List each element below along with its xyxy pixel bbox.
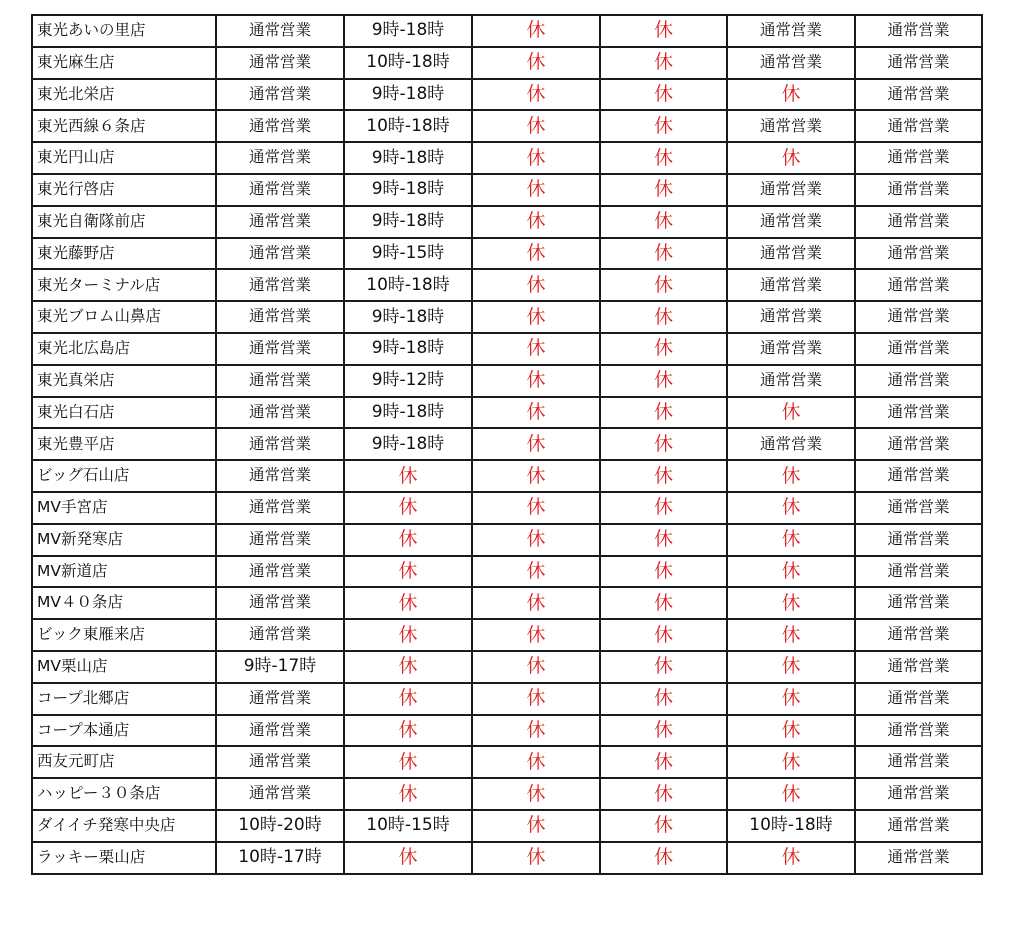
store-name-cell: 東光あいの里店	[32, 15, 216, 47]
hours-cell: 9時-15時	[344, 238, 472, 270]
store-name-cell: 東光北広島店	[32, 333, 216, 365]
closed-cell: 休	[600, 142, 727, 174]
hours-cell: 9時-18時	[344, 79, 472, 111]
closed-cell: 休	[727, 619, 855, 651]
store-name-cell: ハッピー３０条店	[32, 778, 216, 810]
closed-cell: 休	[727, 683, 855, 715]
status-cell: 通常営業	[727, 174, 855, 206]
status-cell: 通常営業	[855, 79, 982, 111]
status-cell: 通常営業	[855, 301, 982, 333]
closed-cell: 休	[472, 142, 600, 174]
status-cell: 通常営業	[855, 397, 982, 429]
closed-cell: 休	[600, 269, 727, 301]
closed-cell: 休	[472, 587, 600, 619]
closed-cell: 休	[472, 365, 600, 397]
table-row	[32, 301, 982, 333]
hours-cell: 9時-18時	[344, 428, 472, 460]
status-cell: 通常営業	[216, 142, 344, 174]
store-name-cell: 東光西線６条店	[32, 110, 216, 142]
status-cell: 通常営業	[216, 79, 344, 111]
closed-cell: 休	[472, 556, 600, 588]
closed-cell: 休	[600, 428, 727, 460]
hours-cell: 10時-15時	[344, 810, 472, 842]
closed-cell: 休	[472, 269, 600, 301]
closed-cell: 休	[600, 619, 727, 651]
status-cell: 通常営業	[216, 269, 344, 301]
store-name-cell: MV手宮店	[32, 492, 216, 524]
closed-cell: 休	[344, 778, 472, 810]
status-cell: 通常営業	[216, 746, 344, 778]
closed-cell: 休	[344, 746, 472, 778]
table-row	[32, 428, 982, 460]
status-cell: 通常営業	[855, 683, 982, 715]
closed-cell: 休	[472, 524, 600, 556]
closed-cell: 休	[727, 778, 855, 810]
status-cell: 通常営業	[855, 492, 982, 524]
store-name-cell: 東光麻生店	[32, 47, 216, 79]
status-cell: 通常営業	[216, 683, 344, 715]
table-row	[32, 715, 982, 747]
status-cell: 通常営業	[855, 651, 982, 683]
status-cell: 通常営業	[216, 492, 344, 524]
closed-cell: 休	[600, 79, 727, 111]
closed-cell: 休	[600, 842, 727, 874]
status-cell: 通常営業	[855, 206, 982, 238]
closed-cell: 休	[472, 428, 600, 460]
store-name-cell: 東光ブロム山鼻店	[32, 301, 216, 333]
status-cell: 通常営業	[216, 778, 344, 810]
closed-cell: 休	[600, 746, 727, 778]
hours-cell: 10時-17時	[216, 842, 344, 874]
closed-cell: 休	[472, 492, 600, 524]
closed-cell: 休	[344, 715, 472, 747]
closed-cell: 休	[472, 238, 600, 270]
closed-cell: 休	[600, 587, 727, 619]
closed-cell: 休	[472, 778, 600, 810]
closed-cell: 休	[472, 174, 600, 206]
status-cell: 通常営業	[216, 397, 344, 429]
status-cell: 通常営業	[216, 206, 344, 238]
store-name-cell: ダイイチ発寒中央店	[32, 810, 216, 842]
closed-cell: 休	[472, 810, 600, 842]
closed-cell: 休	[600, 524, 727, 556]
store-name-cell: ラッキー栗山店	[32, 842, 216, 874]
closed-cell: 休	[472, 683, 600, 715]
closed-cell: 休	[727, 715, 855, 747]
store-name-cell: MV４０条店	[32, 587, 216, 619]
closed-cell: 休	[344, 619, 472, 651]
hours-cell: 9時-12時	[344, 365, 472, 397]
hours-cell: 9時-18時	[344, 174, 472, 206]
status-cell: 通常営業	[216, 333, 344, 365]
table-row	[32, 778, 982, 810]
status-cell: 通常営業	[855, 333, 982, 365]
status-cell: 通常営業	[216, 110, 344, 142]
status-cell: 通常営業	[855, 715, 982, 747]
table-row	[32, 206, 982, 238]
store-name-cell: 東光ターミナル店	[32, 269, 216, 301]
status-cell: 通常営業	[727, 110, 855, 142]
store-name-cell: MV栗山店	[32, 651, 216, 683]
status-cell: 通常営業	[855, 428, 982, 460]
table-row	[32, 587, 982, 619]
table-row	[32, 683, 982, 715]
closed-cell: 休	[727, 587, 855, 619]
status-cell: 通常営業	[727, 301, 855, 333]
status-cell: 通常営業	[216, 715, 344, 747]
status-cell: 通常営業	[855, 15, 982, 47]
closed-cell: 休	[727, 460, 855, 492]
store-name-cell: 西友元町店	[32, 746, 216, 778]
status-cell: 通常営業	[216, 460, 344, 492]
store-name-cell: MV新道店	[32, 556, 216, 588]
closed-cell: 休	[344, 556, 472, 588]
closed-cell: 休	[600, 333, 727, 365]
hours-cell: 10時-18時	[344, 47, 472, 79]
table-row	[32, 110, 982, 142]
store-name-cell: 東光自衛隊前店	[32, 206, 216, 238]
store-name-cell: 東光真栄店	[32, 365, 216, 397]
closed-cell: 休	[600, 715, 727, 747]
table-row	[32, 79, 982, 111]
status-cell: 通常営業	[855, 587, 982, 619]
closed-cell: 休	[600, 47, 727, 79]
closed-cell: 休	[344, 683, 472, 715]
closed-cell: 休	[344, 524, 472, 556]
table-row	[32, 810, 982, 842]
status-cell: 通常営業	[727, 365, 855, 397]
closed-cell: 休	[344, 842, 472, 874]
closed-cell: 休	[344, 492, 472, 524]
closed-cell: 休	[600, 301, 727, 333]
closed-cell: 休	[727, 79, 855, 111]
status-cell: 通常営業	[855, 47, 982, 79]
closed-cell: 休	[600, 778, 727, 810]
table-row	[32, 365, 982, 397]
store-name-cell: 東光北栄店	[32, 79, 216, 111]
closed-cell: 休	[600, 365, 727, 397]
closed-cell: 休	[600, 492, 727, 524]
closed-cell: 休	[727, 492, 855, 524]
table-row	[32, 746, 982, 778]
status-cell: 通常営業	[855, 842, 982, 874]
status-cell: 通常営業	[216, 301, 344, 333]
table-row	[32, 238, 982, 270]
closed-cell: 休	[600, 110, 727, 142]
hours-cell: 10時-18時	[344, 110, 472, 142]
closed-cell: 休	[472, 333, 600, 365]
hours-cell: 10時-18時	[344, 269, 472, 301]
table-row	[32, 460, 982, 492]
store-name-cell: 東光円山店	[32, 142, 216, 174]
closed-cell: 休	[600, 683, 727, 715]
table-row	[32, 619, 982, 651]
table-row	[32, 651, 982, 683]
hours-cell: 9時-18時	[344, 15, 472, 47]
store-name-cell: 東光豊平店	[32, 428, 216, 460]
store-name-cell: ビッグ石山店	[32, 460, 216, 492]
closed-cell: 休	[472, 715, 600, 747]
status-cell: 通常営業	[216, 556, 344, 588]
closed-cell: 休	[727, 142, 855, 174]
status-cell: 通常営業	[216, 174, 344, 206]
closed-cell: 休	[727, 397, 855, 429]
store-name-cell: 東光白石店	[32, 397, 216, 429]
hours-cell: 9時-18時	[344, 142, 472, 174]
status-cell: 通常営業	[727, 15, 855, 47]
closed-cell: 休	[472, 651, 600, 683]
closed-cell: 休	[727, 556, 855, 588]
closed-cell: 休	[600, 238, 727, 270]
closed-cell: 休	[600, 174, 727, 206]
closed-cell: 休	[727, 746, 855, 778]
closed-cell: 休	[727, 842, 855, 874]
status-cell: 通常営業	[727, 238, 855, 270]
status-cell: 通常営業	[855, 110, 982, 142]
closed-cell: 休	[600, 15, 727, 47]
status-cell: 通常営業	[855, 810, 982, 842]
closed-cell: 休	[472, 79, 600, 111]
status-cell: 通常営業	[216, 15, 344, 47]
store-name-cell: 東光行啓店	[32, 174, 216, 206]
status-cell: 通常営業	[855, 524, 982, 556]
closed-cell: 休	[344, 587, 472, 619]
closed-cell: 休	[472, 397, 600, 429]
hours-cell: 10時-20時	[216, 810, 344, 842]
status-cell: 通常営業	[855, 174, 982, 206]
hours-cell: 9時-18時	[344, 397, 472, 429]
closed-cell: 休	[472, 301, 600, 333]
store-name-cell: コープ北郷店	[32, 683, 216, 715]
closed-cell: 休	[472, 47, 600, 79]
closed-cell: 休	[472, 746, 600, 778]
closed-cell: 休	[472, 206, 600, 238]
closed-cell: 休	[472, 460, 600, 492]
closed-cell: 休	[472, 15, 600, 47]
closed-cell: 休	[600, 556, 727, 588]
closed-cell: 休	[727, 651, 855, 683]
status-cell: 通常営業	[855, 556, 982, 588]
closed-cell: 休	[727, 524, 855, 556]
status-cell: 通常営業	[855, 365, 982, 397]
hours-cell: 9時-18時	[344, 301, 472, 333]
store-hours-table	[31, 14, 983, 875]
status-cell: 通常営業	[727, 333, 855, 365]
hours-cell: 10時-18時	[727, 810, 855, 842]
status-cell: 通常営業	[727, 206, 855, 238]
status-cell: 通常営業	[855, 619, 982, 651]
closed-cell: 休	[472, 842, 600, 874]
status-cell: 通常営業	[216, 524, 344, 556]
status-cell: 通常営業	[855, 238, 982, 270]
table-row	[32, 524, 982, 556]
table-row	[32, 492, 982, 524]
hours-cell: 9時-18時	[344, 333, 472, 365]
table-row	[32, 397, 982, 429]
store-name-cell: コープ本通店	[32, 715, 216, 747]
closed-cell: 休	[472, 110, 600, 142]
store-name-cell: MV新発寒店	[32, 524, 216, 556]
status-cell: 通常営業	[216, 428, 344, 460]
status-cell: 通常営業	[855, 142, 982, 174]
table-row	[32, 333, 982, 365]
table-row	[32, 15, 982, 47]
status-cell: 通常営業	[727, 428, 855, 460]
status-cell: 通常営業	[855, 460, 982, 492]
closed-cell: 休	[600, 397, 727, 429]
store-hours-table-body	[32, 15, 982, 874]
status-cell: 通常営業	[855, 746, 982, 778]
status-cell: 通常営業	[855, 778, 982, 810]
status-cell: 通常営業	[216, 619, 344, 651]
closed-cell: 休	[600, 206, 727, 238]
table-row	[32, 556, 982, 588]
closed-cell: 休	[472, 619, 600, 651]
store-name-cell: 東光藤野店	[32, 238, 216, 270]
status-cell: 通常営業	[216, 587, 344, 619]
table-row	[32, 174, 982, 206]
store-name-cell: ビック東雁来店	[32, 619, 216, 651]
closed-cell: 休	[344, 460, 472, 492]
table-row	[32, 47, 982, 79]
status-cell: 通常営業	[727, 47, 855, 79]
table-row	[32, 142, 982, 174]
closed-cell: 休	[344, 651, 472, 683]
closed-cell: 休	[600, 810, 727, 842]
closed-cell: 休	[600, 460, 727, 492]
hours-cell: 9時-17時	[216, 651, 344, 683]
status-cell: 通常営業	[855, 269, 982, 301]
closed-cell: 休	[600, 651, 727, 683]
status-cell: 通常営業	[216, 238, 344, 270]
status-cell: 通常営業	[727, 269, 855, 301]
table-row	[32, 269, 982, 301]
status-cell: 通常営業	[216, 365, 344, 397]
hours-cell: 9時-18時	[344, 206, 472, 238]
status-cell: 通常営業	[216, 47, 344, 79]
table-row	[32, 842, 982, 874]
